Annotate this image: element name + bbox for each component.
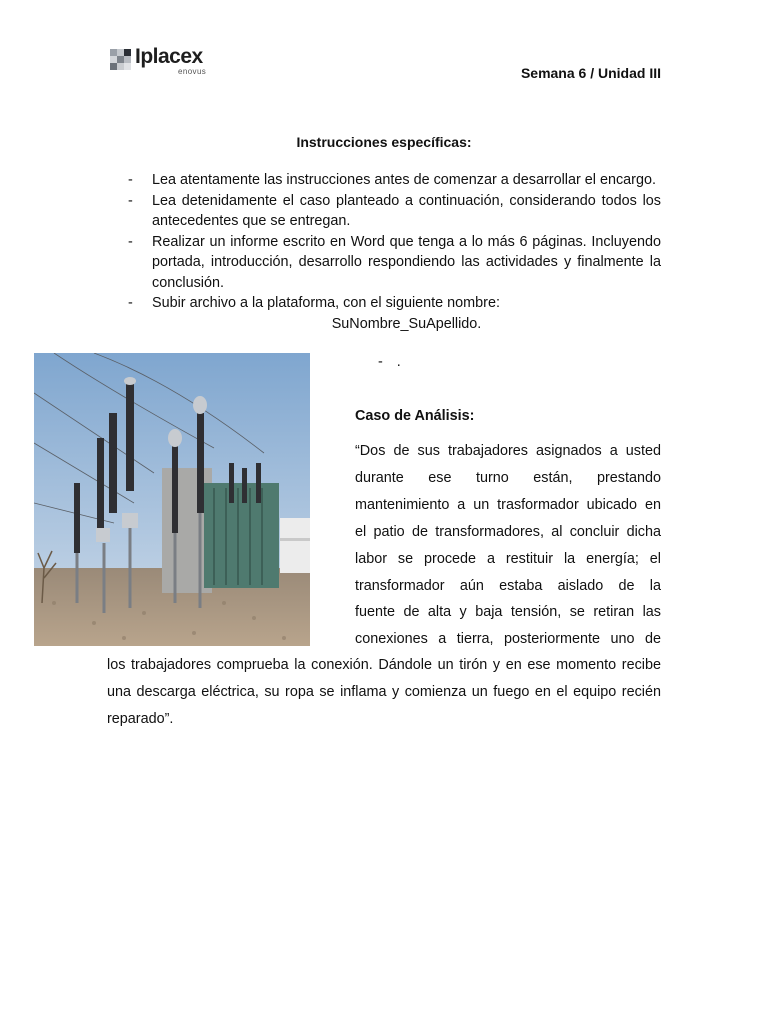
- list-item: - Realizar un informe escrito en Word que tenga a lo más 6 páginas. Incluyendo portada, introducción, desarrollo respondiendo las actividades y finalmente la conclusión.: [128, 233, 661, 291]
- case-line: mantenimiento a un trasformador ubicado en: [355, 496, 661, 513]
- extra-list-item: - .: [378, 354, 401, 370]
- instructions-title: Instrucciones específicas:: [296, 134, 472, 150]
- instruction-text: Realizar un informe escrito en Word que tenga a lo más 6 páginas. Incluyendo portada, introducción, desarrollo respondiendo las actividades y finalmente la conclusión.: [152, 233, 661, 291]
- list-item: - Lea atentamente las instrucciones antes de comenzar a desarrollar el encargo.: [128, 172, 656, 188]
- case-title: Caso de Análisis:: [355, 408, 475, 424]
- logo-text: Iplacex: [135, 45, 203, 68]
- iplacex-logo: [110, 47, 220, 79]
- instruction-text: Subir archivo a la plataforma, con el siguiente nombre:: [152, 295, 500, 311]
- unit-label: Semana 6 / Unidad III: [520, 65, 661, 81]
- case-text-full: los trabajadores comprueba la conexión. Dándole un tirón y en ese momento recibe una descarga eléctrica, su ropa se inflama y comienza un fuego en el equipo recién reparado”.: [107, 657, 661, 727]
- case-line: labor se procede a restituir la energía; el: [355, 550, 661, 567]
- case-line: durante ese turno están, prestando: [355, 469, 661, 486]
- case-line: “Dos de sus trabajadores asignados a usted: [355, 443, 661, 459]
- instructions-list: [128, 170, 661, 334]
- substation-photo: [34, 353, 310, 646]
- list-item: - Lea detenidamente el caso planteado a continuación, considerando todos los antecedentes que se entregan.: [128, 192, 661, 229]
- case-line: el patio de transformadores, al concluir dicha: [355, 523, 661, 540]
- instruction-text: Lea atentamente las instrucciones antes de comenzar a desarrollar el encargo.: [152, 172, 656, 188]
- case-text-wrapped: [355, 438, 661, 653]
- case-line: transformador aún estaba aislado de la: [355, 577, 661, 594]
- logo-subtext: enovus: [178, 67, 207, 76]
- logo-mark-icon: [110, 49, 132, 71]
- case-line: conexiones a tierra, posteriormente uno de: [355, 631, 661, 648]
- file-name-format: SuNombre_SuApellido.: [331, 315, 482, 332]
- transformer-substation-image: [34, 353, 310, 646]
- case-line: fuente de alta y baja tensión, se retiran las: [355, 604, 661, 621]
- instruction-text: Lea detenidamente el caso planteado a continuación, considerando todos los antecedentes que se entregan.: [152, 192, 661, 229]
- list-item: - Subir archivo a la plataforma, con el siguiente nombre: SuNombre_SuApellido.: [128, 293, 661, 334]
